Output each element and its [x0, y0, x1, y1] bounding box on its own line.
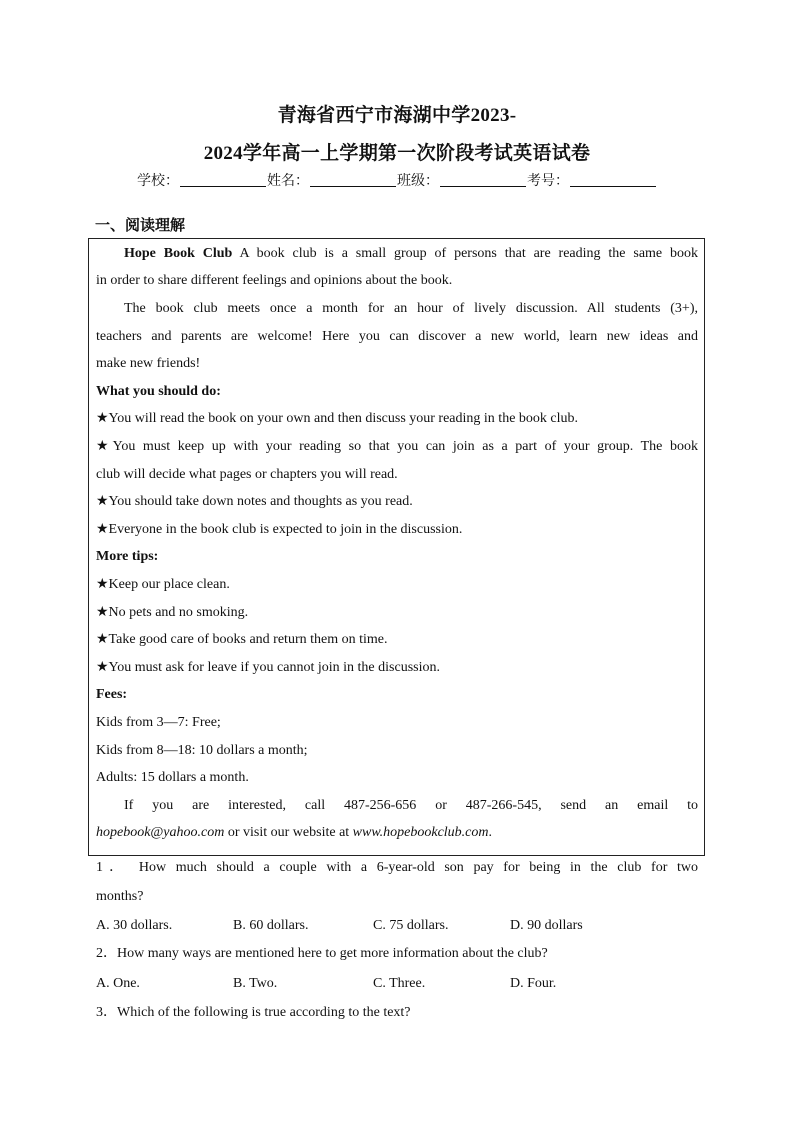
- question-2-line-1: [96, 944, 698, 964]
- tip-item-3: ★Take good care of books and return them on time.: [96, 632, 388, 647]
- tip-item-4: ★You must ask for leave if you cannot join in the discussion.: [96, 660, 440, 675]
- question-1-text: How much should a couple with a 6-year-old son pay for being in the club for two: [138, 860, 698, 875]
- tip-item-2: ★No pets and no smoking.: [96, 605, 249, 620]
- passage-meet-line-1: The book club meets once a month for an hour of lively discussion. All students (3+),: [124, 301, 698, 316]
- fee-item-2: Kids from 8—18: 10 dollars a month;: [96, 743, 308, 758]
- exam-title-line-1: 青海省西宁市海湖中学2023-: [277, 105, 517, 126]
- contact-line-1: If you are interested, call 487-256-656 or 487-266-545, send an email to: [124, 798, 698, 813]
- question-2-option-a[interactable]: A. One.: [96, 976, 140, 991]
- name-blank[interactable]: [310, 172, 396, 187]
- school-label: 学校：: [137, 173, 179, 189]
- contact-mid-text: or visit our website at: [224, 825, 353, 840]
- should-item-2-line-1: ★You must keep up with your reading so that you can join as a part of your group. The book: [96, 439, 698, 454]
- tips-heading: More tips:: [96, 549, 159, 564]
- question-2-option-c[interactable]: C. Three.: [373, 976, 426, 991]
- question-1-option-c[interactable]: C. 75 dollars.: [373, 918, 449, 933]
- question-1-line-2: months?: [96, 889, 144, 904]
- exam-number-blank[interactable]: [570, 172, 656, 187]
- fee-item-1: Kids from 3—7: Free;: [96, 715, 221, 730]
- question-2-text: How many ways are mentioned here to get more information about the club?: [117, 946, 548, 961]
- question-2-option-b[interactable]: B. Two.: [233, 976, 278, 991]
- tip-item-1: ★Keep our place clean.: [96, 577, 230, 592]
- exam-title-line-2: 2024学年高一上学期第一次阶段考试英语试卷: [203, 143, 591, 164]
- passage-meet-line-2: teachers and parents are welcome! Here you can discover a new world, learn new ideas and: [96, 329, 698, 344]
- should-item-1: ★You will read the book on your own and then discuss your reading in the book club.: [96, 411, 579, 426]
- passage-intro-line-1: [96, 244, 698, 264]
- school-blank[interactable]: [180, 172, 266, 187]
- contact-line-2: [96, 823, 698, 843]
- question-1-option-d[interactable]: D. 90 dollars: [510, 918, 583, 933]
- passage-meet-line-3: make new friends!: [96, 356, 201, 371]
- contact-email: hopebook@yahoo.com: [96, 825, 225, 840]
- fee-item-3: Adults: 15 dollars a month.: [96, 770, 249, 785]
- contact-website: www.hopebookclub.com: [352, 825, 489, 840]
- question-3-text: Which of the following is true according to the text?: [117, 1005, 411, 1020]
- question-3-line-1: [96, 1003, 698, 1023]
- class-blank[interactable]: [440, 172, 526, 187]
- student-info-line: [0, 170, 794, 190]
- question-1-number: 1．: [96, 860, 130, 875]
- club-name: Hope Book Club: [124, 246, 233, 261]
- section-title: 一、阅读理解: [95, 216, 186, 234]
- should-heading: What you should do:: [96, 384, 221, 399]
- fees-heading: Fees:: [96, 687, 128, 702]
- question-1-option-b[interactable]: B. 60 dollars.: [233, 918, 309, 933]
- should-item-4: ★Everyone in the book club is expected to join in the discussion.: [96, 522, 463, 537]
- question-2-number: 2．: [96, 946, 117, 961]
- should-item-3: ★You should take down notes and thoughts as you read.: [96, 494, 413, 509]
- exam-number-label: 考号：: [527, 173, 569, 189]
- question-3-number: 3．: [96, 1005, 117, 1020]
- question-1-line-1: [96, 858, 698, 878]
- intro-text-1: A book club is a small group of persons that are reading the same book: [239, 246, 699, 261]
- question-2-option-d[interactable]: D. Four.: [510, 976, 557, 991]
- class-label: 班级：: [397, 173, 439, 189]
- passage-intro-line-2: in order to share different feelings and opinions about the book.: [96, 273, 453, 288]
- question-1-option-a[interactable]: A. 30 dollars.: [96, 918, 173, 933]
- name-label: 姓名：: [267, 173, 309, 189]
- contact-end-text: .: [488, 825, 493, 840]
- should-item-2-line-2: club will decide what pages or chapters you will read.: [96, 467, 398, 482]
